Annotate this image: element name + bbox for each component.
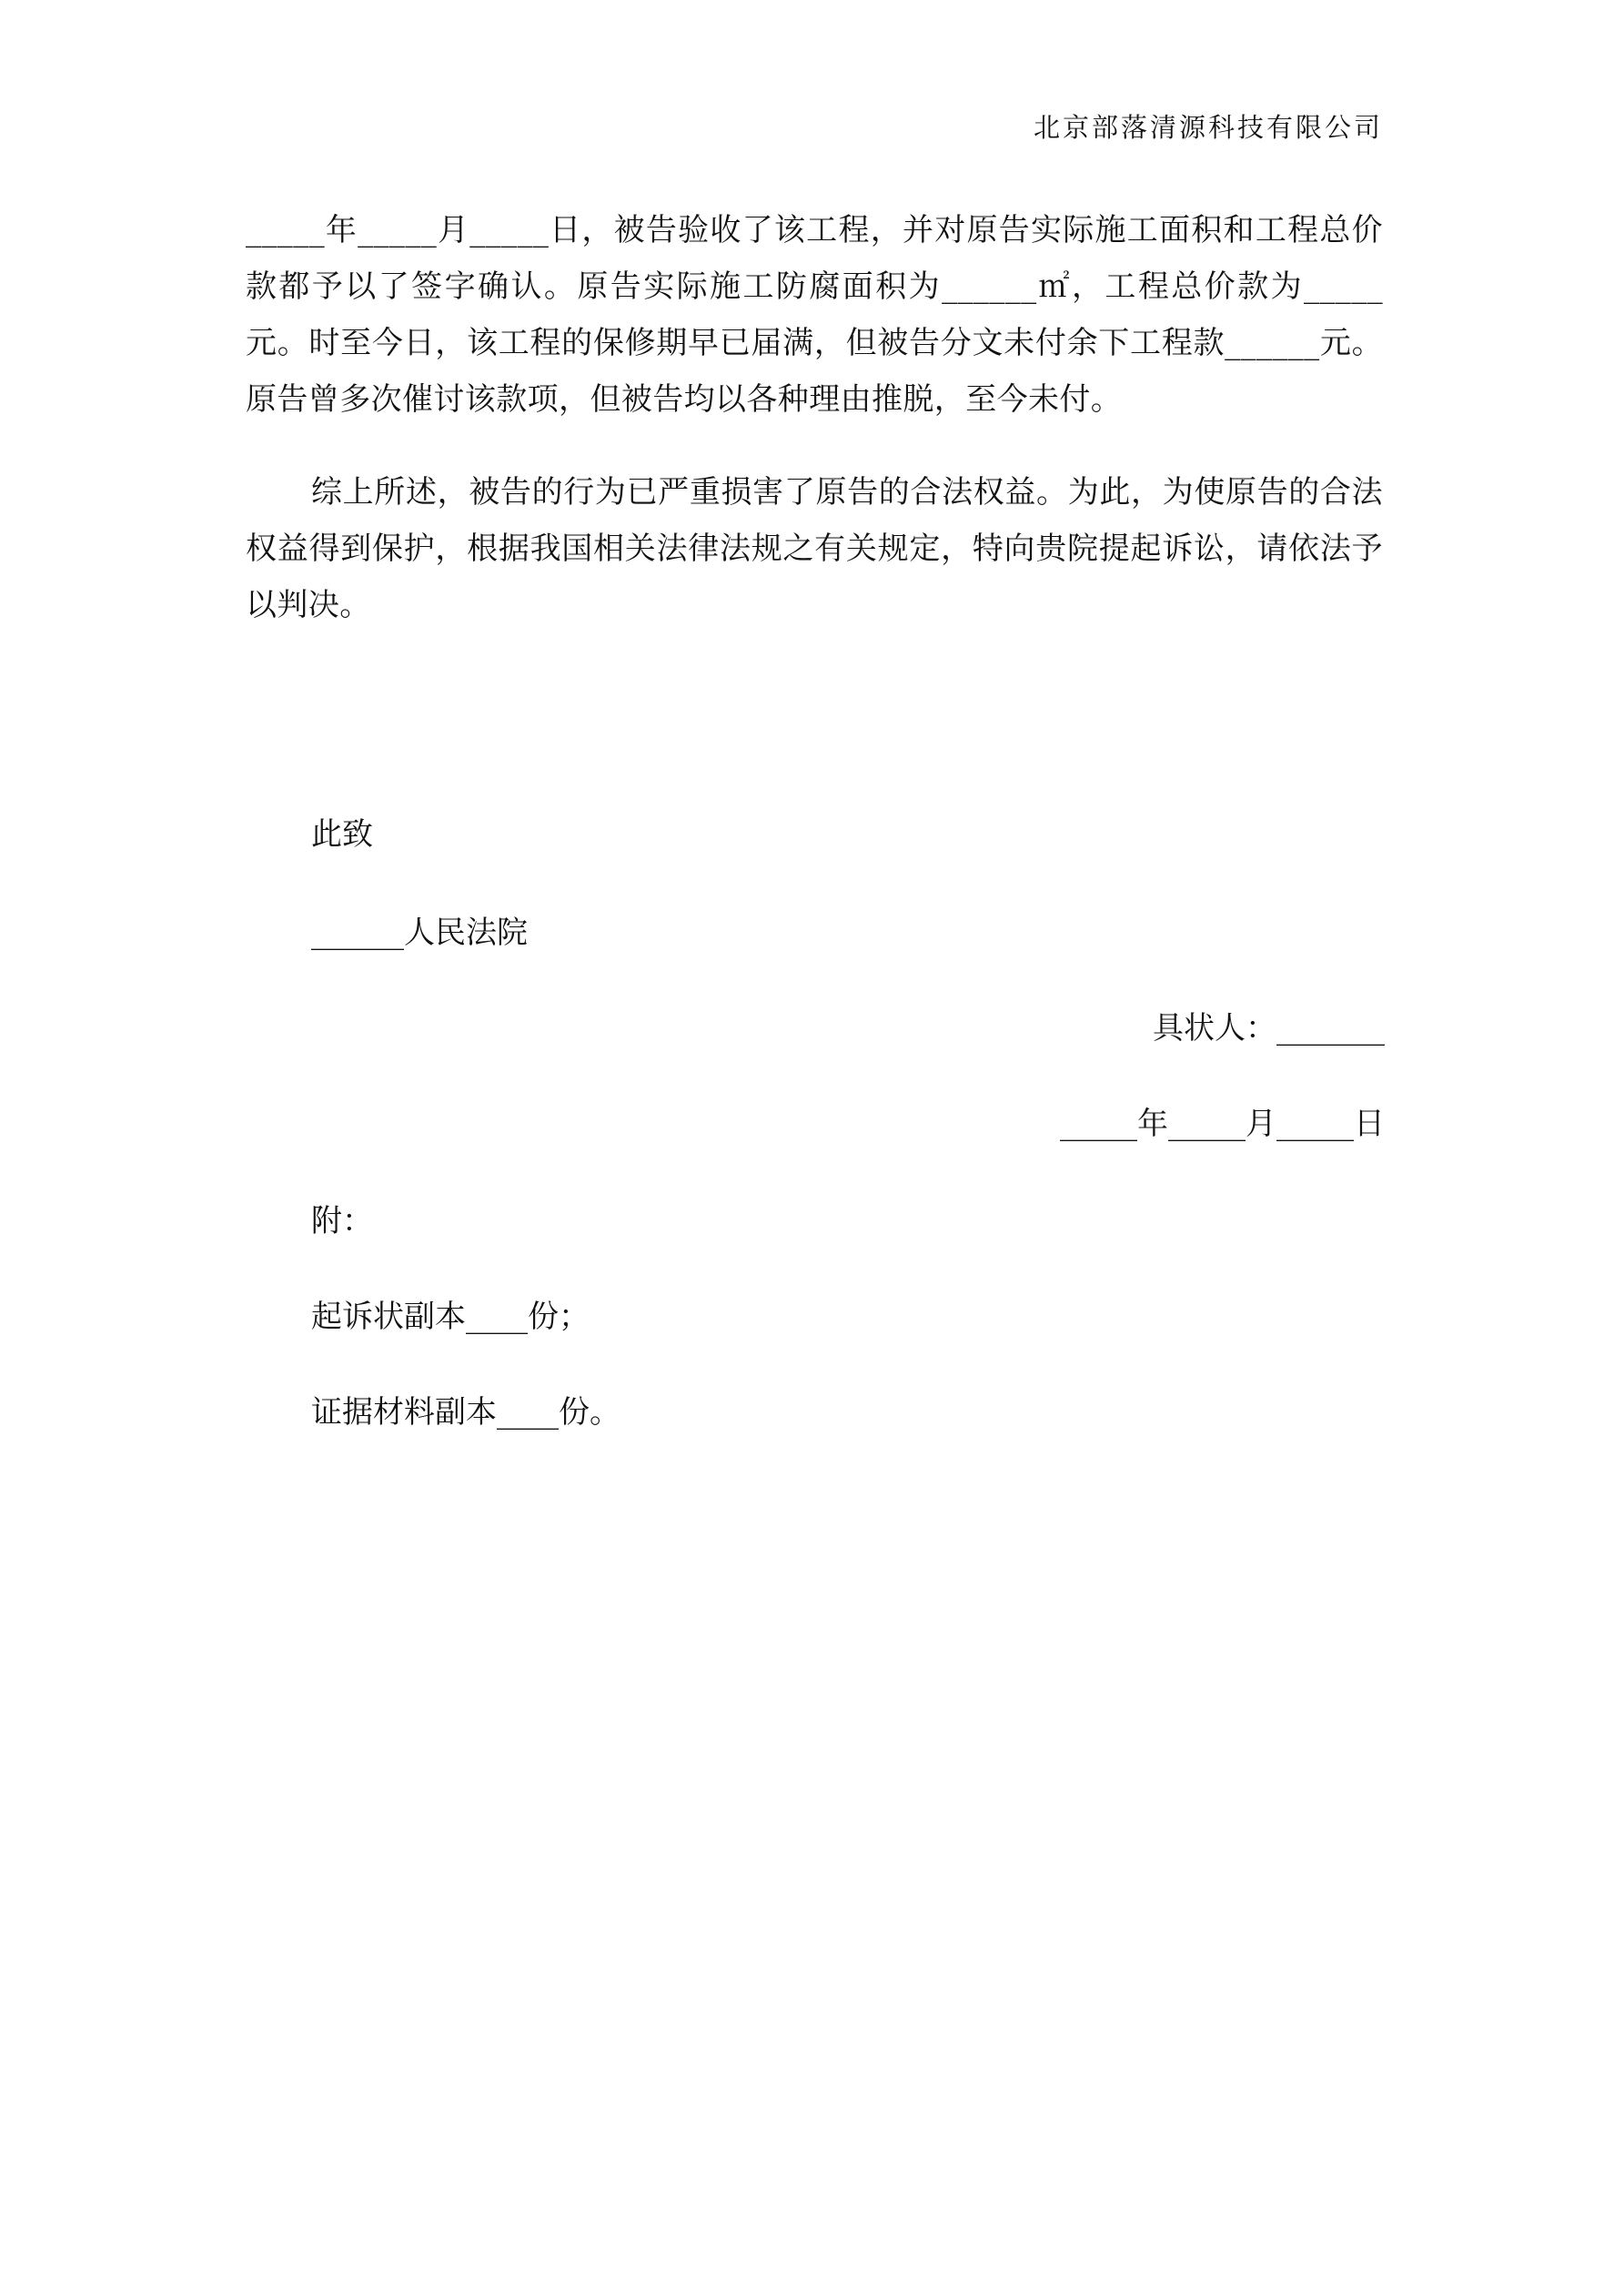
paragraph-project-acceptance: _____年_____月_____日，被告验收了该工程，并对原告实际施工面积和工程总价款都予以了签字确认。原告实际施工防腐面积为______㎡，工程总价款为_____元。时至今日，该工程的保修期早已届满，但被告分文未付余下工程款______元。原告曾多次催讨该款项，但被告均以各种理由推脱，至今未付。: [246, 212, 1383, 418]
closing-salutation: 此致: [311, 816, 373, 853]
attachments-title: 附：: [311, 1203, 373, 1239]
attachment-item-evidence-copies: 证据材料副本____份。: [311, 1394, 620, 1431]
document-body: [246, 202, 1383, 633]
paragraph-conclusion: 综上所述，被告的行为已严重损害了原告的合法权益。为此，为使原告的合法权益得到保护，根据我国相关法律法规之有关规定，特向贵院提起诉讼，请依法予以判决。: [246, 474, 1383, 623]
attachment-item-complaint-copies: 起诉状副本____份；: [311, 1299, 590, 1335]
page-header-company: 北京部落清源科技有限公司: [1033, 112, 1383, 143]
signer-line: 具状人：_______: [1153, 1010, 1385, 1047]
addressee-court: ______人民法院: [311, 915, 528, 951]
signature-date: _____年_____月_____日: [1060, 1106, 1385, 1142]
